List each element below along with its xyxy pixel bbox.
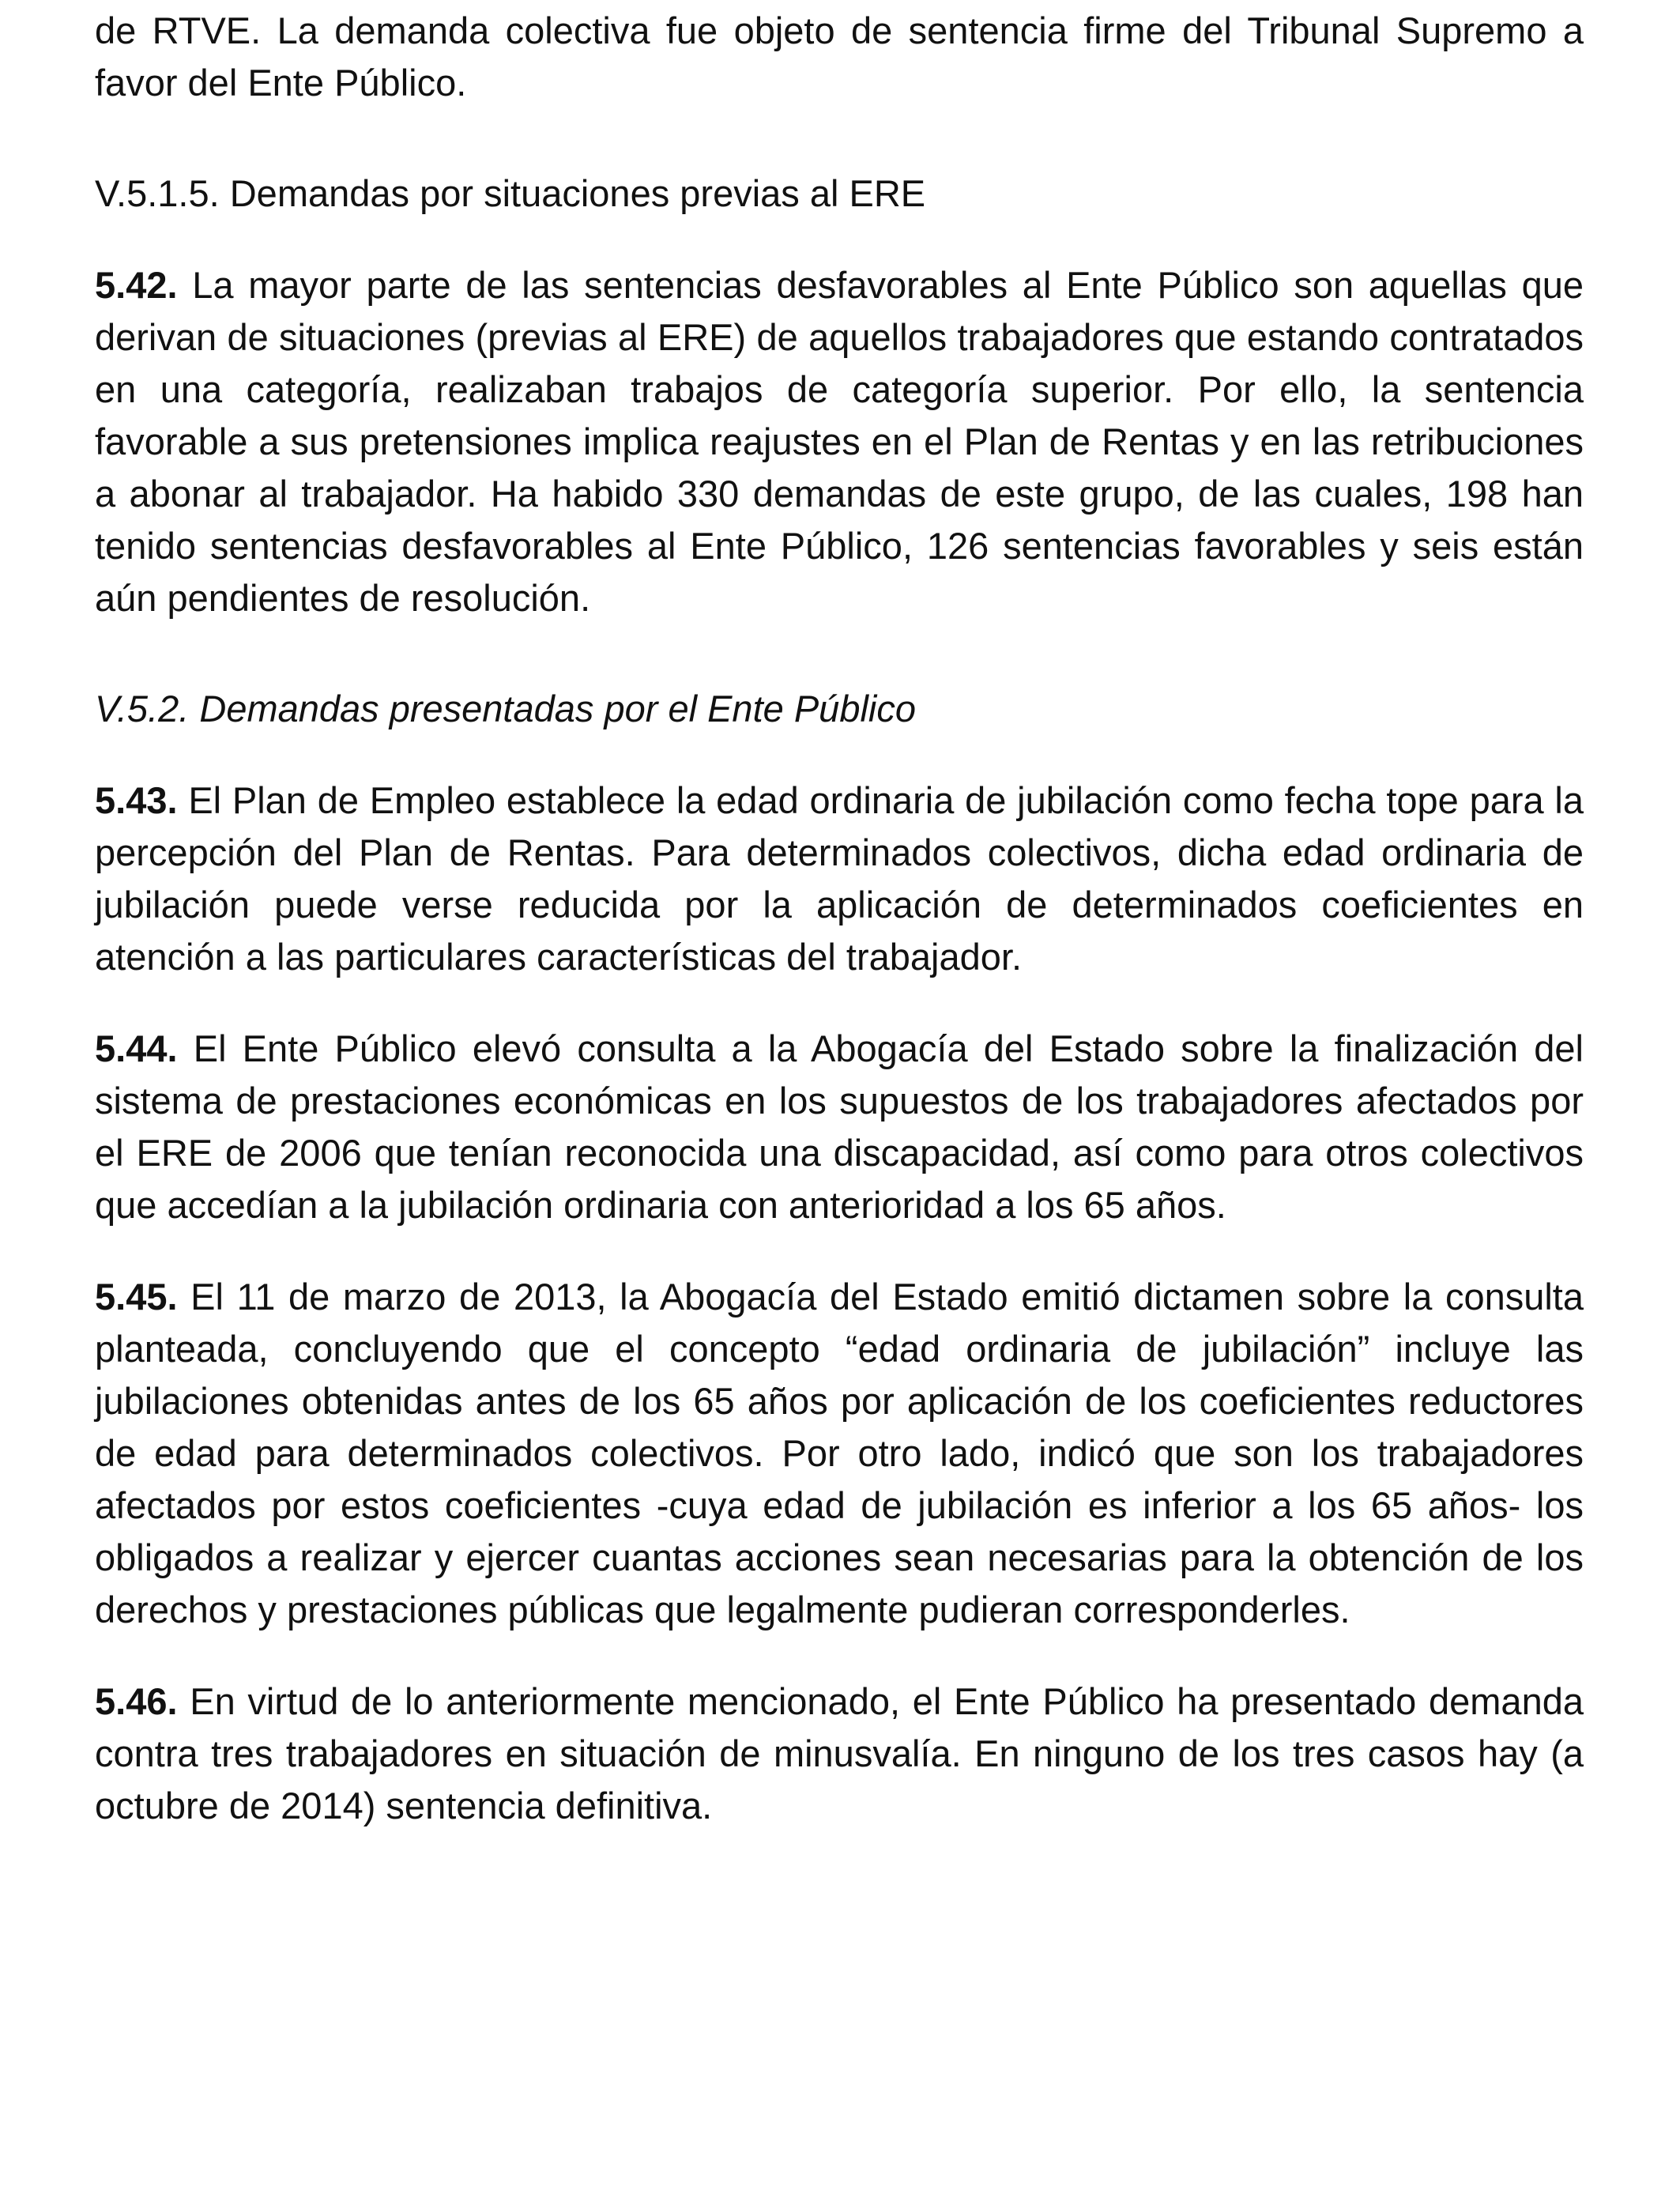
paragraph-5-46 — [95, 1676, 1584, 1832]
paragraph-number: 5.45. — [95, 1276, 178, 1318]
paragraph-text: La mayor parte de las sentencias desfavorables al Ente Público son aquellas que derivan de situaciones (previas al ERE) de aquellos trabajadores que estando contratados en una categoría, realizaban trabajos de categoría superior. Por ello, la sentencia favorable a sus pretensiones implica reajustes en el Plan de Rentas y en las retribuciones a abonar al trabajador. Ha habido 330 demandas de este grupo, de las cuales, 198 han tenido sentencias desfavorables al Ente Público, 126 sentencias favorables y seis están aún pendientes de resolución. — [95, 264, 1584, 619]
paragraph-number: 5.46. — [95, 1680, 178, 1722]
paragraph-5-44 — [95, 1023, 1584, 1231]
paragraph-5-43 — [95, 775, 1584, 983]
paragraph-text: El 11 de marzo de 2013, la Abogacía del Estado emitió dictamen sobre la consulta planteada, concluyendo que el concepto “edad ordinaria de jubilación” incluye las jubilaciones obtenidas antes de los 65 años por aplicación de los coeficientes reductores de edad para determinados colectivos. Por otro lado, indicó que son los trabajadores afectados por estos coeficientes -cuya edad de jubilación es inferior a los 65 años- los obligados a realizar y ejercer cuantas acciones sean necesarias para la obtención de los derechos y prestaciones públicas que legalmente pudieran corresponderles. — [95, 1276, 1584, 1630]
section-heading-v5-2: V.5.2. Demandas presentadas por el Ente Público — [95, 688, 916, 729]
document-page — [95, 5, 1584, 1872]
intro-paragraph: de RTVE. La demanda colectiva fue objeto de sentencia firme del Tribunal Supremo a favor del Ente Público. — [95, 9, 1584, 104]
paragraph-number: 5.44. — [95, 1027, 178, 1069]
paragraph-text: El Plan de Empleo establece la edad ordinaria de jubilación como fecha tope para la percepción del Plan de Rentas. Para determinados colectivos, dicha edad ordinaria de jubilación puede verse reducida por la aplicación de determinados coeficientes en atención a las particulares características del trabajador. — [95, 779, 1584, 978]
paragraph-number: 5.43. — [95, 779, 178, 821]
paragraph-5-42 — [95, 259, 1584, 624]
paragraph-5-45 — [95, 1271, 1584, 1636]
paragraph-number: 5.42. — [95, 264, 178, 306]
section-heading-v5-1-5: V.5.1.5. Demandas por situaciones previas al ERE — [95, 172, 926, 214]
paragraph-text: El Ente Público elevó consulta a la Abogacía del Estado sobre la finalización del sistema de prestaciones económicas en los supuestos de los trabajadores afectados por el ERE de 2006 que tenían reconocida una discapacidad, así como para otros colectivos que accedían a la jubilación ordinaria con anterioridad a los 65 años. — [95, 1027, 1584, 1226]
paragraph-text: En virtud de lo anteriormente mencionado, el Ente Público ha presentado demanda contra tres trabajadores en situación de minusvalía. En ninguno de los tres casos hay (a octubre de 2014) sentencia definitiva. — [95, 1680, 1584, 1826]
